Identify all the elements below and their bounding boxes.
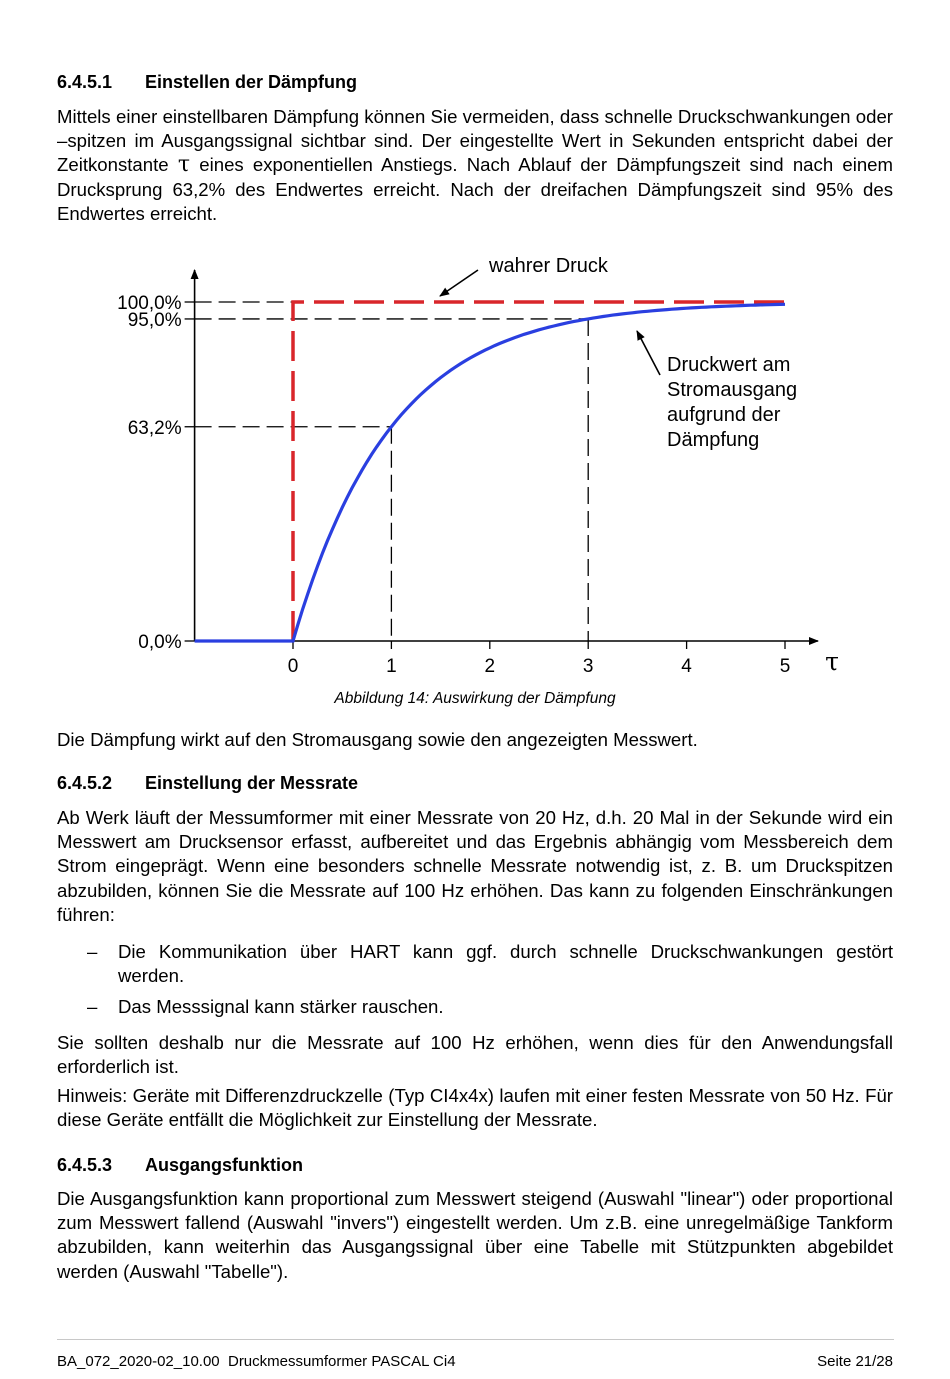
annotation-damped-pressure-line: Druckwert am: [667, 354, 791, 376]
damping-text-part1: Mittels einer einstellbaren Dämpfung können Sie vermeiden, dass schnelle Druckschwankungen oder –spitzen im Ausgangssignal sichtbar sind. Der eingestellte Wert in Sekunden entspricht dabei der Zeitkonstante: [57, 106, 893, 176]
section-number: 6.4.5.1: [57, 72, 113, 92]
annotation-damped-pressure-line: Dämpfung: [667, 429, 760, 451]
list-item: [57, 995, 893, 1019]
y-tick-label: 100,0%: [117, 293, 182, 314]
annotation-true-pressure: wahrer Druck: [489, 255, 608, 277]
list-item-text: Die Kommunikation über HART kann ggf. durch schnelle Druckschwankungen gestört werden.: [118, 941, 893, 987]
section-heading-measuring-rate: [57, 773, 358, 794]
recommendation-paragraph: Sie sollten deshalb nur die Messrate auf 100 Hz erhöhen, wenn dies für den Anwendungsfall erforderlich ist.: [57, 1032, 893, 1078]
annotation-damped-pressure-line: aufgrund der: [667, 404, 781, 426]
x-tick-label: 5: [779, 656, 791, 677]
bullet-dash: –: [87, 996, 98, 1017]
annotation-arrow: [637, 331, 660, 375]
section-title: Einstellen der Dämpfung: [145, 72, 358, 92]
annotation-damped-pressure-line: Stromausgang: [667, 379, 798, 401]
figure-caption: Abbildung 14: Auswirkung der Dämpfung: [334, 690, 616, 707]
section-title: Einstellung der Messrate: [145, 773, 359, 793]
y-tick-label: 95,0%: [127, 309, 182, 331]
damping-text-part2: eines exponentiellen Anstiegs. Nach Ablauf der Dämpfungszeit sind nach einem Drucksprung 63,2% des Endwertes erreicht. Nach der dreifachen Dämpfungszeit sind 95% des Endwertes erreicht.: [57, 154, 894, 224]
true-pressure-line: [293, 302, 785, 641]
list-item-text: Das Messsignal kann stärker rauschen.: [118, 996, 444, 1017]
section-heading-output-function: [57, 1155, 303, 1176]
x-axis-label: τ: [825, 647, 839, 676]
damping-paragraph: [57, 105, 893, 226]
damping-effect-paragraph: Die Dämpfung wirkt auf den Stromausgang sowie den angezeigten Messwert.: [57, 729, 698, 750]
annotation-arrow: [440, 270, 478, 296]
x-tick-label: 2: [484, 656, 496, 677]
y-tick-label: 63,2%: [127, 417, 182, 439]
footer-divider: [57, 1339, 894, 1340]
output-function-paragraph: Die Ausgangsfunktion kann proportional zum Messwert steigend (Auswahl "linear") oder proportional zum Messwert fallend (Auswahl "invers") eingestellt werden. Um z.B. eine unregelmäßige Tankform abzubilden, kann weiterhin das Ausgangssignal über eine Tabelle mit Stützpunkten abgebildet werden (Auswahl "Tabelle").: [57, 1188, 893, 1282]
bullet-dash: –: [87, 941, 98, 962]
section-title: Ausgangsfunktion: [145, 1155, 303, 1175]
y-tick-label: 0,0%: [138, 632, 182, 653]
list-item: [57, 940, 893, 988]
note-paragraph: Hinweis: Geräte mit Differenzdruckzelle (Typ CI4x4x) laufen mit einer festen Messrate von 50 Hz. Für diese Geräte entfällt die Möglichkeit zur Einstellung der Messrate.: [57, 1085, 893, 1131]
x-tick-label: 0: [287, 656, 299, 677]
measuring-rate-paragraph: Ab Werk läuft der Messumformer mit einer Messrate von 20 Hz, d.h. 20 Mal in der Sekunde wird ein Messwert am Drucksensor erfasst, aufbereitet und das Ergebnis abhängig vom Messbereich dem Strom eingeprägt. Wenn eine besonders schnelle Messrate notwendig ist, z. B. um Druckspitzen abzubilden, können Sie die Messrate auf 100 Hz erhöhen. Das kann zu folgenden Einschränkungen führen:: [57, 807, 893, 925]
footer-document-id: BA_072_2020-02_10.00 Druckmessumformer PASCAL Ci4: [57, 1353, 456, 1370]
section-heading-damping: [57, 72, 357, 93]
footer-page-number: Seite 21/28: [817, 1353, 893, 1370]
x-tick-label: 3: [582, 656, 594, 677]
section-number: 6.4.5.3: [57, 1155, 113, 1175]
section-number: 6.4.5.2: [57, 773, 113, 793]
tau-symbol: τ: [177, 152, 191, 178]
x-tick-label: 1: [386, 656, 397, 677]
x-tick-label: 4: [681, 656, 692, 677]
